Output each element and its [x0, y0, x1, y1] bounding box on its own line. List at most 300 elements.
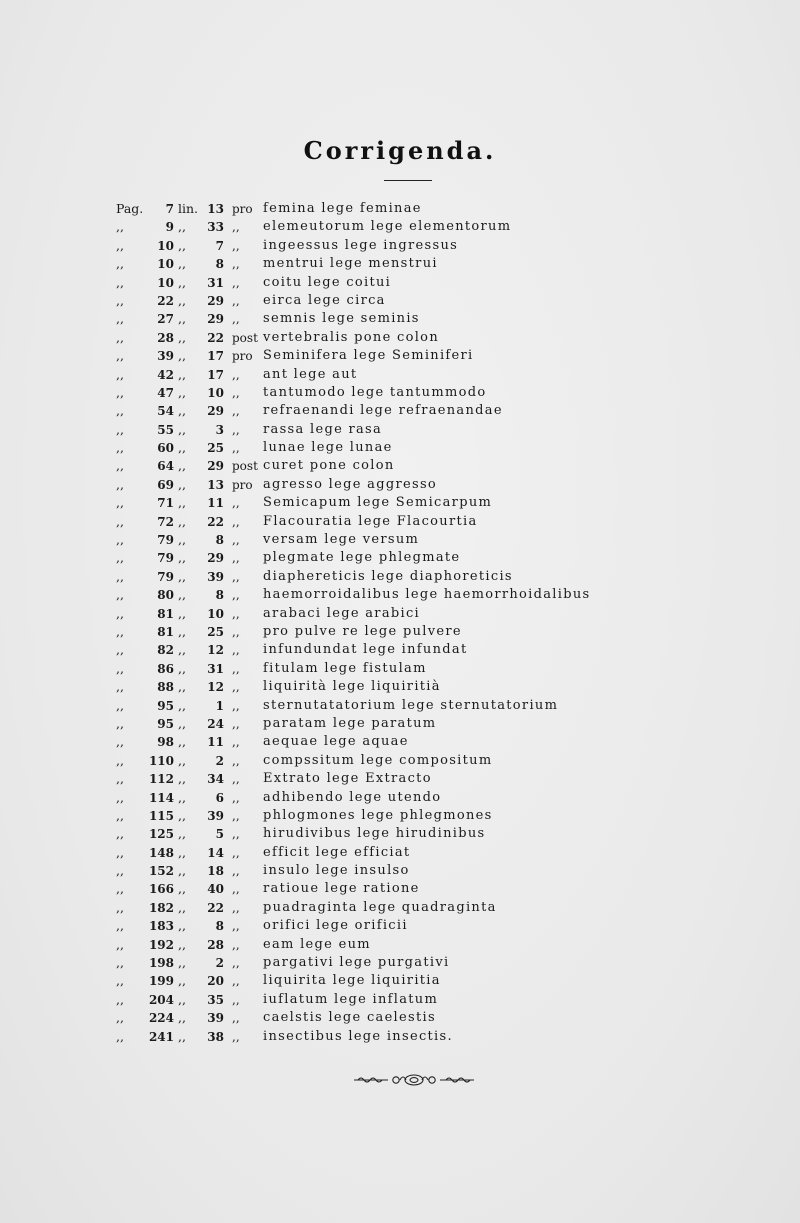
line-number: 39: [207, 1011, 224, 1026]
correction-text: eirca lege circa: [263, 292, 386, 308]
correction-text: femina lege feminae: [263, 201, 422, 216]
line-number: 31: [207, 275, 224, 290]
corrigenda-row: [110, 697, 650, 715]
page-number: 47: [157, 385, 174, 400]
correction-text: pargativi lege purgativi: [263, 955, 450, 971]
correction-text: caelstis lege caelestis: [263, 1010, 436, 1026]
line-number: 10: [207, 606, 224, 621]
corrigenda-row: [110, 274, 650, 292]
line-number: 13: [207, 477, 224, 492]
line-prefix: ,,: [178, 458, 186, 474]
page-number: 79: [157, 569, 174, 584]
page-number: 72: [157, 514, 174, 529]
correction-keyword: ,,: [232, 827, 240, 842]
line-prefix: ,,: [178, 973, 186, 989]
correction-keyword: pro: [232, 349, 253, 364]
correction-keyword: ,,: [232, 404, 240, 419]
line-prefix: ,,: [178, 789, 186, 805]
page-number: 55: [157, 422, 174, 437]
line-number: 17: [207, 349, 224, 364]
line-number: 12: [207, 643, 224, 658]
page-number: 204: [148, 992, 174, 1007]
page-prefix: ,,: [116, 256, 124, 272]
line-number: 7: [215, 238, 224, 253]
line-number: 22: [207, 514, 224, 529]
line-number: 24: [207, 716, 224, 731]
corrigenda-row: [110, 421, 650, 439]
correction-text: tantumodo lege tantummodo: [263, 384, 487, 400]
line-number: 22: [207, 330, 224, 345]
line-prefix: ,,: [178, 568, 186, 584]
corrigenda-row: [110, 439, 650, 457]
corrigenda-row: [110, 733, 650, 751]
correction-keyword: ,,: [232, 588, 240, 603]
correction-text: Extrato lege Extracto: [263, 771, 432, 787]
corrigenda-row: [110, 752, 650, 770]
line-number: 8: [215, 588, 224, 603]
correction-text: liquirita lege liquiritia: [263, 973, 441, 989]
correction-text: compssitum lege compositum: [263, 752, 493, 768]
line-prefix: ,,: [178, 311, 186, 327]
line-prefix: ,,: [178, 863, 186, 879]
corrigenda-row: [110, 660, 650, 678]
corrigenda-row: [110, 329, 650, 347]
correction-keyword: ,,: [232, 956, 240, 971]
correction-keyword: post: [232, 459, 258, 474]
line-prefix: ,,: [178, 292, 186, 308]
corrigenda-row: [110, 641, 650, 659]
page-prefix: ,,: [116, 991, 124, 1007]
page-number: 95: [157, 716, 174, 731]
corrigenda-row: [110, 917, 650, 935]
correction-keyword: ,,: [232, 1011, 240, 1026]
corrigenda-row: [110, 531, 650, 549]
page-prefix: ,,: [116, 734, 124, 750]
line-number: 29: [207, 404, 224, 419]
correction-keyword: post: [232, 330, 258, 345]
line-number: 2: [215, 753, 224, 768]
typographic-ornament-icon: [352, 1070, 476, 1090]
correction-text: haemorroidalibus lege haemorrhoidalibus: [263, 587, 591, 603]
correction-keyword: ,,: [232, 864, 240, 879]
line-number: 3: [215, 422, 224, 437]
line-prefix: ,,: [178, 991, 186, 1007]
correction-keyword: ,,: [232, 441, 240, 456]
page-prefix: ,,: [116, 752, 124, 768]
page-prefix: ,,: [116, 311, 124, 327]
line-number: 35: [207, 992, 224, 1007]
line-prefix: ,,: [178, 715, 186, 731]
correction-keyword: ,,: [232, 1029, 240, 1044]
correction-text: hirudivibus lege hirudinibus: [263, 826, 486, 842]
line-prefix: ,,: [178, 918, 186, 934]
line-number: 13: [207, 202, 224, 216]
line-number: 8: [215, 919, 224, 934]
page-prefix: ,,: [116, 237, 124, 253]
correction-keyword: ,,: [232, 845, 240, 860]
correction-keyword: ,,: [232, 937, 240, 952]
line-prefix: ,,: [178, 642, 186, 658]
corrigenda-row: [110, 347, 650, 365]
page-prefix: ,,: [116, 532, 124, 548]
line-prefix: ,,: [178, 495, 186, 511]
corrigenda-row: [110, 605, 650, 623]
page-number: 54: [157, 404, 174, 419]
page-prefix: ,,: [116, 384, 124, 400]
correction-text: aequae lege aquae: [263, 734, 409, 750]
page-prefix: ,,: [116, 274, 124, 290]
line-number: 29: [207, 293, 224, 308]
correction-keyword: pro: [232, 202, 253, 216]
line-number: 12: [207, 680, 224, 695]
correction-text: arabaci lege arabici: [263, 605, 420, 621]
page-prefix: ,,: [116, 440, 124, 456]
correction-keyword: ,,: [232, 312, 240, 327]
page-number: 95: [157, 698, 174, 713]
correction-keyword: ,,: [232, 514, 240, 529]
page-number: 69: [157, 477, 174, 492]
line-prefix: ,,: [178, 550, 186, 566]
correction-keyword: ,,: [232, 257, 240, 272]
line-number: 29: [207, 312, 224, 327]
page-number: 224: [148, 1011, 174, 1026]
page-title: Corrigenda.: [303, 136, 497, 165]
page-number: 183: [148, 919, 174, 934]
page-prefix: ,,: [116, 715, 124, 731]
corrigenda-row: [110, 494, 650, 512]
corrigenda-row: [110, 936, 650, 954]
page-number: 79: [157, 533, 174, 548]
line-prefix: ,,: [178, 532, 186, 548]
line-prefix: ,,: [178, 348, 186, 364]
page-prefix: ,,: [116, 366, 124, 382]
page-prefix: ,,: [116, 219, 124, 235]
correction-text: rassa lege rasa: [263, 421, 383, 437]
line-prefix: ,,: [178, 697, 186, 713]
page-number: 28: [157, 330, 174, 345]
correction-keyword: ,,: [232, 974, 240, 989]
line-prefix: ,,: [178, 421, 186, 437]
line-prefix: ,,: [178, 256, 186, 272]
correction-keyword: ,,: [232, 367, 240, 382]
correction-text: orifici lege orificii: [263, 918, 408, 934]
line-prefix: ,,: [178, 274, 186, 290]
page-prefix: ,,: [116, 568, 124, 584]
line-prefix: ,,: [178, 752, 186, 768]
corrigenda-row: [110, 218, 650, 236]
page-number: 125: [148, 827, 174, 842]
correction-keyword: ,,: [232, 680, 240, 695]
line-prefix: ,,: [178, 955, 186, 971]
corrigenda-row: [110, 880, 650, 898]
page-number: 114: [148, 790, 174, 805]
correction-text: diaphereticis lege diaphoreticis: [263, 568, 513, 584]
corrigenda-row: [110, 586, 650, 604]
correction-text: paratam lege paratum: [263, 715, 437, 731]
page-prefix: ,,: [116, 458, 124, 474]
correction-keyword: ,,: [232, 661, 240, 676]
corrigenda-row: [110, 384, 650, 402]
correction-text: lunae lege lunae: [263, 440, 393, 456]
page-prefix: ,,: [116, 495, 124, 511]
line-prefix: ,,: [178, 237, 186, 253]
page-prefix: ,,: [116, 476, 124, 492]
page-number: 10: [157, 257, 174, 272]
correction-text: curet pone colon: [263, 458, 395, 474]
page-prefix: ,,: [116, 587, 124, 603]
correction-text: eam lege eum: [263, 936, 371, 952]
line-prefix: ,,: [178, 513, 186, 529]
correction-text: elemeutorum lege elementorum: [263, 219, 512, 235]
corrigenda-row: [110, 1009, 650, 1027]
correction-keyword: ,,: [232, 992, 240, 1007]
page-number: 9: [165, 220, 174, 235]
line-number: 39: [207, 569, 224, 584]
page-number: 198: [148, 956, 174, 971]
corrigenda-row: [110, 513, 650, 531]
corrigenda-row: [110, 770, 650, 788]
correction-keyword: ,,: [232, 533, 240, 548]
page-number: 71: [157, 496, 174, 511]
title-rule: [384, 180, 432, 181]
correction-text: semnis lege seminis: [263, 311, 420, 327]
line-number: 11: [207, 735, 224, 750]
correction-text: adhibendo lege utendo: [263, 789, 442, 805]
page-number: 79: [157, 551, 174, 566]
page-prefix: ,,: [116, 605, 124, 621]
correction-keyword: ,,: [232, 698, 240, 713]
line-number: 14: [207, 845, 224, 860]
page-prefix: ,,: [116, 936, 124, 952]
corrigenda-row: [110, 292, 650, 310]
corrigenda-list: [110, 200, 650, 1046]
corrigenda-row: [110, 549, 650, 567]
corrigenda-row: [110, 402, 650, 420]
line-number: 40: [207, 882, 224, 897]
correction-keyword: ,,: [232, 569, 240, 584]
page-prefix: ,,: [116, 329, 124, 345]
line-prefix: ,,: [178, 807, 186, 823]
page-number: 22: [157, 293, 174, 308]
line-number: 22: [207, 900, 224, 915]
line-prefix: ,,: [178, 771, 186, 787]
line-prefix: ,,: [178, 440, 186, 456]
page-number: 115: [148, 808, 174, 823]
line-number: 8: [215, 257, 224, 272]
page-prefix: ,,: [116, 899, 124, 915]
corrigenda-row: [110, 366, 650, 384]
page-prefix: ,,: [116, 955, 124, 971]
correction-keyword: ,,: [232, 496, 240, 511]
corrigenda-row: [110, 789, 650, 807]
line-prefix: ,,: [178, 899, 186, 915]
page-number: 148: [148, 845, 174, 860]
line-prefix: ,,: [178, 1028, 186, 1044]
line-prefix: ,,: [178, 605, 186, 621]
line-prefix: ,,: [178, 384, 186, 400]
line-number: 2: [215, 956, 224, 971]
correction-text: phlogmones lege phlegmones: [263, 807, 493, 823]
line-prefix: ,,: [178, 660, 186, 676]
line-number: 38: [207, 1029, 224, 1044]
correction-text: coitu lege coitui: [263, 274, 392, 290]
correction-keyword: ,,: [232, 220, 240, 235]
line-prefix: ,,: [178, 936, 186, 952]
page-number: 10: [157, 238, 174, 253]
corrigenda-row: [110, 1028, 650, 1046]
corrigenda-row: [110, 715, 650, 733]
correction-text: efficit lege efficiat: [263, 844, 411, 860]
line-number: 25: [207, 441, 224, 456]
correction-keyword: ,,: [232, 551, 240, 566]
line-number: 25: [207, 624, 224, 639]
page-number: 241: [148, 1029, 174, 1044]
correction-text: insectibus lege insectis.: [263, 1028, 453, 1044]
correction-text: sternutatatorium lege sternutatorium: [263, 697, 559, 713]
page-number: 152: [148, 864, 174, 879]
page-prefix: ,,: [116, 826, 124, 842]
page-number: 110: [148, 753, 174, 768]
correction-keyword: ,,: [232, 790, 240, 805]
page-prefix: ,,: [116, 807, 124, 823]
correction-keyword: ,,: [232, 275, 240, 290]
line-prefix: ,,: [178, 219, 186, 235]
line-number: 20: [207, 974, 224, 989]
page-prefix: ,,: [116, 403, 124, 419]
page-number: 81: [157, 606, 174, 621]
correction-keyword: ,,: [232, 643, 240, 658]
line-prefix: ,,: [178, 623, 186, 639]
page-number: 80: [157, 588, 174, 603]
page-prefix: ,,: [116, 623, 124, 639]
corrigenda-row: [110, 310, 650, 328]
page-prefix: ,,: [116, 1028, 124, 1044]
page-number: 42: [157, 367, 174, 382]
page-prefix: ,,: [116, 918, 124, 934]
correction-keyword: ,,: [232, 919, 240, 934]
corrigenda-row: [110, 568, 650, 586]
line-number: 28: [207, 937, 224, 952]
corrigenda-row: [110, 237, 650, 255]
line-number: 31: [207, 661, 224, 676]
page-prefix: ,,: [116, 292, 124, 308]
line-number: 8: [215, 533, 224, 548]
page-number: 199: [148, 974, 174, 989]
line-prefix: ,,: [178, 329, 186, 345]
line-number: 34: [207, 772, 224, 787]
line-prefix: ,,: [178, 366, 186, 382]
corrigenda-row: [110, 862, 650, 880]
line-prefix: ,,: [178, 826, 186, 842]
page-prefix: ,,: [116, 679, 124, 695]
correction-text: mentrui lege menstrui: [263, 256, 438, 272]
line-number: 5: [215, 827, 224, 842]
corrigenda-row: [110, 457, 650, 475]
page-prefix: ,,: [116, 973, 124, 989]
line-prefix: ,,: [178, 734, 186, 750]
correction-text: iuflatum lege inflatum: [263, 991, 439, 1007]
page-number: 82: [157, 643, 174, 658]
correction-keyword: ,,: [232, 385, 240, 400]
correction-keyword: ,,: [232, 772, 240, 787]
page-prefix: ,,: [116, 863, 124, 879]
page-prefix: ,,: [116, 789, 124, 805]
page-prefix: ,,: [116, 513, 124, 529]
line-prefix: ,,: [178, 679, 186, 695]
correction-keyword: pro: [232, 477, 253, 492]
page-number: 98: [157, 735, 174, 750]
corrigenda-row: [110, 476, 650, 494]
page-prefix: ,,: [116, 348, 124, 364]
corrigenda-row: [110, 954, 650, 972]
correction-keyword: ,,: [232, 293, 240, 308]
correction-text: Semicapum lege Semicarpum: [263, 495, 493, 511]
line-number: 6: [215, 790, 224, 805]
line-number: 17: [207, 367, 224, 382]
correction-text: agresso lege aggresso: [263, 476, 438, 492]
page-number: 39: [157, 349, 174, 364]
line-number: 18: [207, 864, 224, 879]
correction-text: fitulam lege fistulam: [263, 660, 427, 676]
page-prefix: ,,: [116, 550, 124, 566]
page-prefix: ,,: [116, 844, 124, 860]
correction-text: infundundat lege infundat: [263, 642, 468, 658]
page-number: 27: [157, 312, 174, 327]
correction-text: pro pulve re lege pulvere: [263, 623, 462, 639]
correction-keyword: ,,: [232, 808, 240, 823]
page-number: 88: [157, 680, 174, 695]
page-prefix: ,,: [116, 1010, 124, 1026]
corrigenda-row: [110, 255, 650, 273]
correction-text: versam lege versum: [263, 532, 420, 548]
page-prefix: Pag.: [116, 201, 144, 216]
correction-text: ratioue lege ratione: [263, 881, 420, 897]
line-number: 39: [207, 808, 224, 823]
line-prefix: ,,: [178, 403, 186, 419]
correction-text: Flacouratia lege Flacourtia: [263, 513, 478, 529]
correction-text: vertebralis pone colon: [263, 329, 439, 345]
page-number: 60: [157, 441, 174, 456]
page-number: 182: [148, 900, 174, 915]
correction-text: ingeessus lege ingressus: [263, 237, 459, 253]
page-number: 112: [148, 772, 174, 787]
page-prefix: ,,: [116, 660, 124, 676]
line-number: 1: [215, 698, 224, 713]
corrigenda-row: [110, 200, 650, 218]
corrigenda-row: [110, 844, 650, 862]
correction-keyword: ,,: [232, 422, 240, 437]
line-prefix: lin.: [178, 201, 199, 216]
corrigenda-row: [110, 899, 650, 917]
line-number: 29: [207, 551, 224, 566]
line-prefix: ,,: [178, 881, 186, 897]
line-prefix: ,,: [178, 1010, 186, 1026]
line-number: 33: [207, 220, 224, 235]
page-prefix: ,,: [116, 881, 124, 897]
corrigenda-row: [110, 825, 650, 843]
correction-keyword: ,,: [232, 606, 240, 621]
correction-text: puadraginta lege quadraginta: [263, 899, 497, 915]
correction-text: Seminifera lege Seminiferi: [263, 348, 474, 364]
correction-keyword: ,,: [232, 735, 240, 750]
page-number: 64: [157, 459, 174, 474]
correction-text: insulo lege insulso: [263, 863, 410, 879]
correction-keyword: ,,: [232, 900, 240, 915]
correction-keyword: ,,: [232, 624, 240, 639]
corrigenda-row: [110, 623, 650, 641]
page-number: 192: [148, 937, 174, 952]
corrigenda-row: [110, 807, 650, 825]
